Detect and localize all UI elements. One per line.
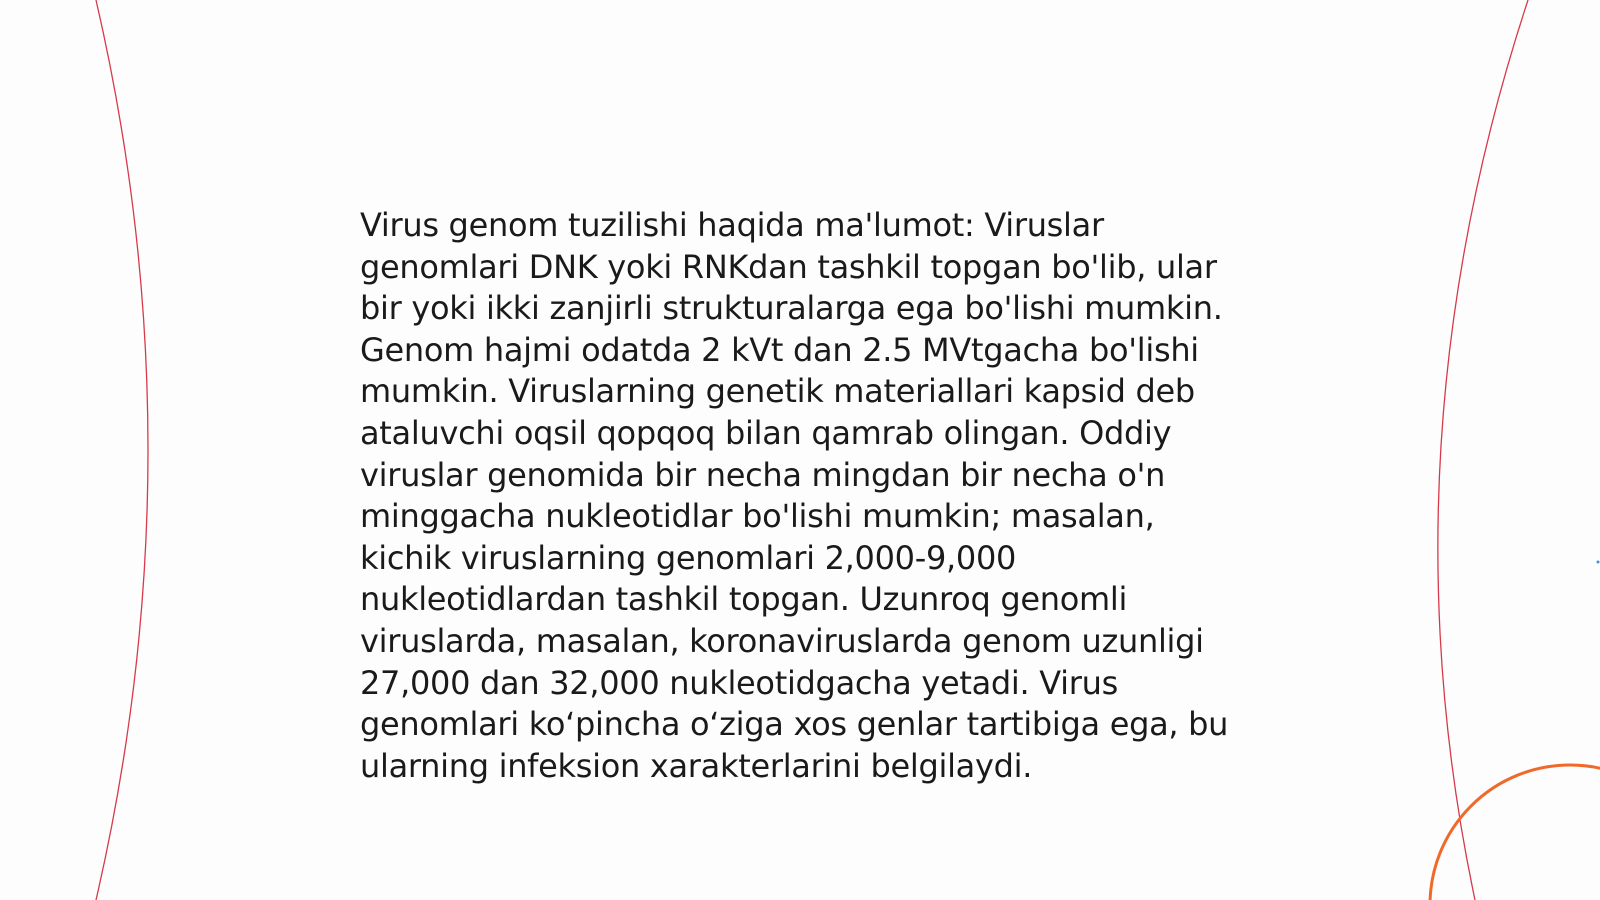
left-arc-line <box>96 0 148 900</box>
orange-circle <box>1430 765 1600 900</box>
slide-body-text: Virus genom tuzilishi haqida ma'lumot: Viruslar genomlari DNK yoki RNKdan tashkil topgan bo'lib, ular bir yoki ikki zanjirli strukturalarga ega bo'lishi mumkin. Genom hajmi odatda 2 kVt dan 2.5 MVtgacha bo'lishi mumkin. Viruslarning genetik materiallari kapsid deb ataluvchi oqsil qopqoq bilan qamrab olingan. Oddiy viruslar genomida bir necha mingdan bir necha o'n minggacha nukleotidlar bo'lishi mumkin; masalan, kichik viruslarning genomlari 2,000-9,000 nukleotidlardan tashkil topgan. Uzunroq genomli viruslarda, masalan, koronaviruslarda genom uzunligi 27,000 dan 32,000 nukleotidgacha yetadi. Virus genomlari koʻpincha oʻziga xos genlar tartibiga ega, bu ularning infeksion xarakterlarini belgilaydi. <box>360 206 1229 785</box>
right-arc-line <box>1438 0 1528 900</box>
small-blue-dot <box>1597 561 1600 564</box>
